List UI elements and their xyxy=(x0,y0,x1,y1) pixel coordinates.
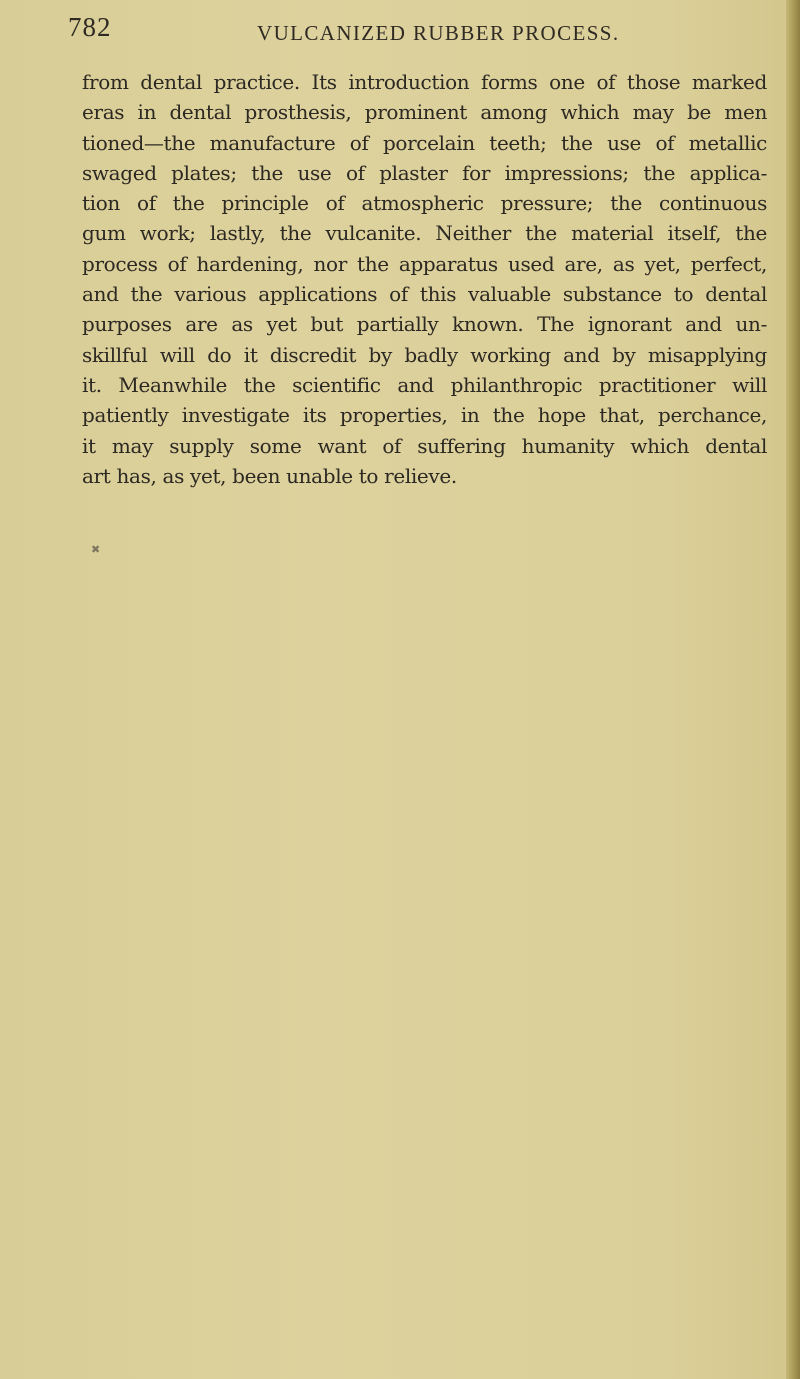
running-head: VULCANIZED RUBBER PROCESS. xyxy=(257,21,620,45)
text-line: patiently investigate its properties, in the hope that, perchance, xyxy=(82,403,767,428)
text-line: art has, as yet, been unable to relieve. xyxy=(82,463,457,488)
text-line: tion of the principle of atmospheric pressure; the continuous xyxy=(82,191,767,216)
page-number: 782 xyxy=(68,12,112,42)
text-line: process of hardening, nor the apparatus used are, as yet, perfect, xyxy=(82,251,767,276)
page-edge xyxy=(786,0,800,1379)
text-line: from dental practice. Its introduction forms one of those marked xyxy=(82,70,767,94)
text-line: it may supply some want of suffering humanity which dental xyxy=(82,433,767,458)
text-line: eras in dental prosthesis, prominent among which may be men xyxy=(82,100,767,125)
text-line: it. Meanwhile the scientific and philanthropic practitioner will xyxy=(82,372,767,397)
text-line: gum work; lastly, the vulcanite. Neither the material itself, the xyxy=(82,221,767,246)
body-paragraph xyxy=(82,67,767,491)
text-line: skillful will do it discredit by badly working and by misapplying xyxy=(82,342,767,367)
text-line: purposes are as yet but partially known. The ignorant and un- xyxy=(82,312,767,337)
paper-mark: ✖ xyxy=(91,543,101,556)
text-line: and the various applications of this valuable substance to dental xyxy=(82,282,767,307)
text-line: tioned—the manufacture of porcelain teeth; the use of metallic xyxy=(82,130,767,155)
text-line: swaged plates; the use of plaster for impressions; the applica- xyxy=(82,160,767,185)
